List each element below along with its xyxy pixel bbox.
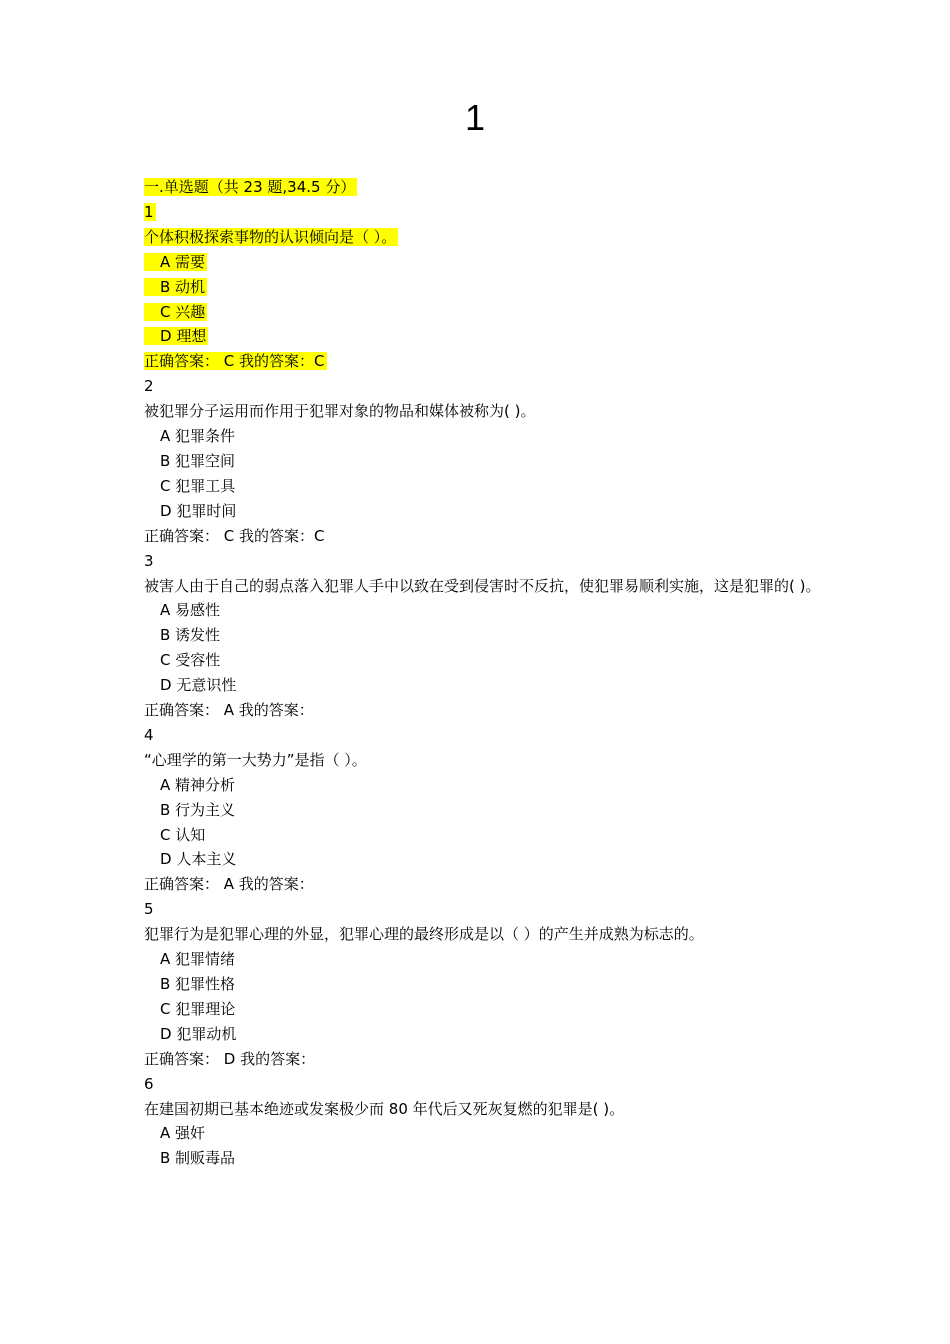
- question-text: 个体积极探索事物的认识倾向是（ ）。: [144, 227, 397, 246]
- option-b: B 诱发性: [160, 626, 221, 645]
- option-d: D 犯罪动机: [160, 1024, 237, 1043]
- option-a: A 强奸: [160, 1124, 206, 1143]
- question-3: [144, 549, 824, 723]
- option-c: C 认知: [160, 825, 206, 844]
- question-2: [144, 374, 824, 548]
- option-b: B 动机: [144, 275, 824, 300]
- option-b: B 行为主义: [160, 800, 236, 819]
- question-text: 犯罪行为是犯罪心理的外显，犯罪心理的最终形成是以（ ）的产生并成熟为标志的。: [144, 925, 704, 944]
- question-6: [144, 1072, 824, 1172]
- option-a: A 犯罪情绪: [160, 950, 236, 969]
- answer-line: 正确答案： C 我的答案：C: [144, 352, 325, 371]
- question-number: 6: [144, 1074, 154, 1093]
- option-c: C 兴趣: [144, 300, 824, 325]
- question-number: 1: [144, 202, 154, 221]
- question-text: 被犯罪分子运用而作用于犯罪对象的物品和媒体被称为( )。: [144, 402, 536, 421]
- option-a: A 易感性: [160, 601, 221, 620]
- option-c: C 受容性: [160, 651, 221, 670]
- option-d: D 犯罪时间: [160, 501, 237, 520]
- section-heading: 一.单选题（共 23 题,34.5 分）: [144, 178, 356, 196]
- answer-line: 正确答案： A 我的答案：: [144, 701, 314, 720]
- question-number: 2: [144, 377, 154, 396]
- page-number: 1: [464, 97, 486, 138]
- option-d: D 无意识性: [160, 676, 237, 695]
- question-number: 4: [144, 725, 154, 744]
- option-a: A 精神分析: [160, 775, 236, 794]
- question-1: [144, 200, 824, 374]
- question-number: 3: [144, 551, 154, 570]
- option-d: D 人本主义: [160, 850, 237, 869]
- question-list: [144, 175, 824, 1171]
- answer-line: 正确答案： A 我的答案：: [144, 875, 314, 894]
- question-number: 5: [144, 900, 154, 919]
- question-text: “心理学的第一大势力”是指（ ）。: [144, 750, 367, 769]
- option-c: C 犯罪工具: [160, 476, 236, 495]
- question-5: [144, 897, 824, 1071]
- answer-line: 正确答案： D 我的答案：: [144, 1049, 316, 1068]
- option-c: C 犯罪理论: [160, 999, 236, 1018]
- question-4: [144, 723, 824, 897]
- option-b: B 犯罪性格: [160, 975, 236, 993]
- answer-line: 正确答案： C 我的答案：C: [144, 526, 325, 545]
- option-b: B 犯罪空间: [160, 451, 236, 470]
- question-text: 在建国初期已基本绝迹或发案极少而 80 年代后又死灰复燃的犯罪是( )。: [144, 1099, 625, 1118]
- option-b: B 制贩毒品: [160, 1149, 236, 1168]
- option-d: D 理想: [144, 324, 824, 349]
- question-text: 被害人由于自己的弱点落入犯罪人手中以致在受到侵害时不反抗，使犯罪易顺利实施，这是犯罪的( )。: [144, 576, 821, 595]
- option-a: A 需要: [144, 250, 824, 275]
- option-a: A 犯罪条件: [160, 427, 236, 446]
